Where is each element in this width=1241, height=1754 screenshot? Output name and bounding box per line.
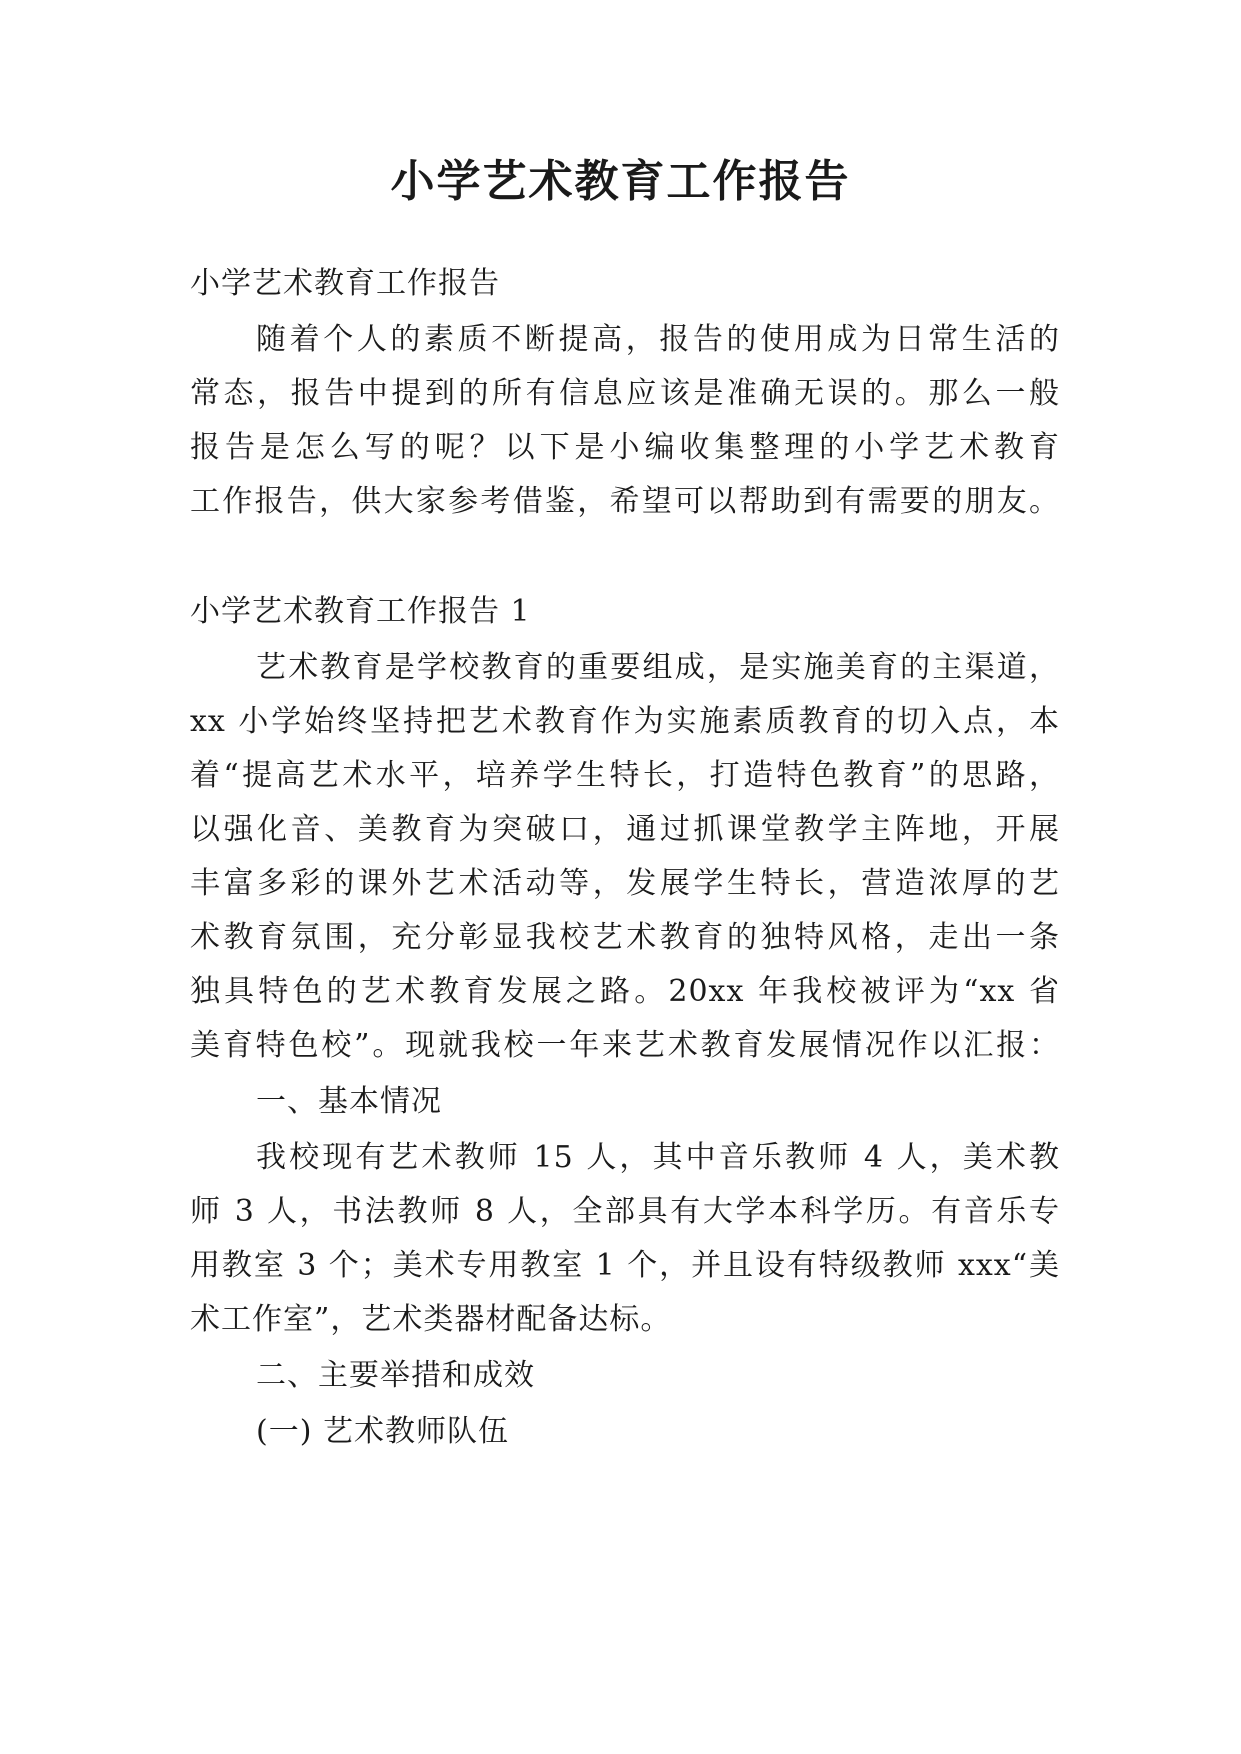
section-2-title: 二、主要举措和成效 (256, 1358, 535, 1393)
report-1-line: 艺术教育是学校教育的重要组成，是实施美育的主渠道， (256, 650, 1060, 685)
section-1-title: 一、基本情况 (256, 1084, 442, 1119)
intro-heading: 小学艺术教育工作报告 (190, 266, 500, 301)
intro-line: 常态，报告中提到的所有信息应该是准确无误的。那么一般 (190, 376, 1060, 411)
section-1-line: 师 3 人，书法教师 8 人，全部具有大学本科学历。有音乐专 (190, 1194, 1060, 1229)
report-1-line: 以强化音、美教育为突破口，通过抓课堂教学主阵地，开展 (190, 812, 1060, 847)
section-1-line: 用教室 3 个；美术专用教室 1 个，并且设有特级教师 xxx“美 (190, 1248, 1060, 1283)
section-1-line: 术工作室”，艺术类器材配备达标。 (190, 1302, 672, 1337)
document-title: 小学艺术教育工作报告 (390, 156, 851, 207)
report-1-line: 美育特色校”。现就我校一年来艺术教育发展情况作以汇报： (190, 1028, 1060, 1063)
intro-line: 工作报告，供大家参考借鉴，希望可以帮助到有需要的朋友。 (190, 484, 1060, 519)
report-1-line: 术教育氛围，充分彰显我校艺术教育的独特风格，走出一条 (190, 920, 1060, 955)
report-1-line: 丰富多彩的课外艺术活动等，发展学生特长，营造浓厚的艺 (190, 866, 1060, 901)
report-1-line: 着“提高艺术水平，培养学生特长，打造特色教育”的思路， (190, 758, 1060, 793)
intro-line: 随着个人的素质不断提高，报告的使用成为日常生活的 (256, 322, 1060, 357)
subsection-1-title: (一) 艺术教师队伍 (256, 1414, 509, 1449)
intro-line: 报告是怎么写的呢？以下是小编收集整理的小学艺术教育 (190, 430, 1060, 465)
section-1-line: 我校现有艺术教师 15 人，其中音乐教师 4 人，美术教 (256, 1140, 1060, 1175)
report-1-line: 独具特色的艺术教育发展之路。20xx 年我校被评为“xx 省 (190, 974, 1060, 1009)
report-1-heading: 小学艺术教育工作报告 1 (190, 594, 531, 629)
report-1-line: xx 小学始终坚持把艺术教育作为实施素质教育的切入点，本 (190, 704, 1060, 739)
